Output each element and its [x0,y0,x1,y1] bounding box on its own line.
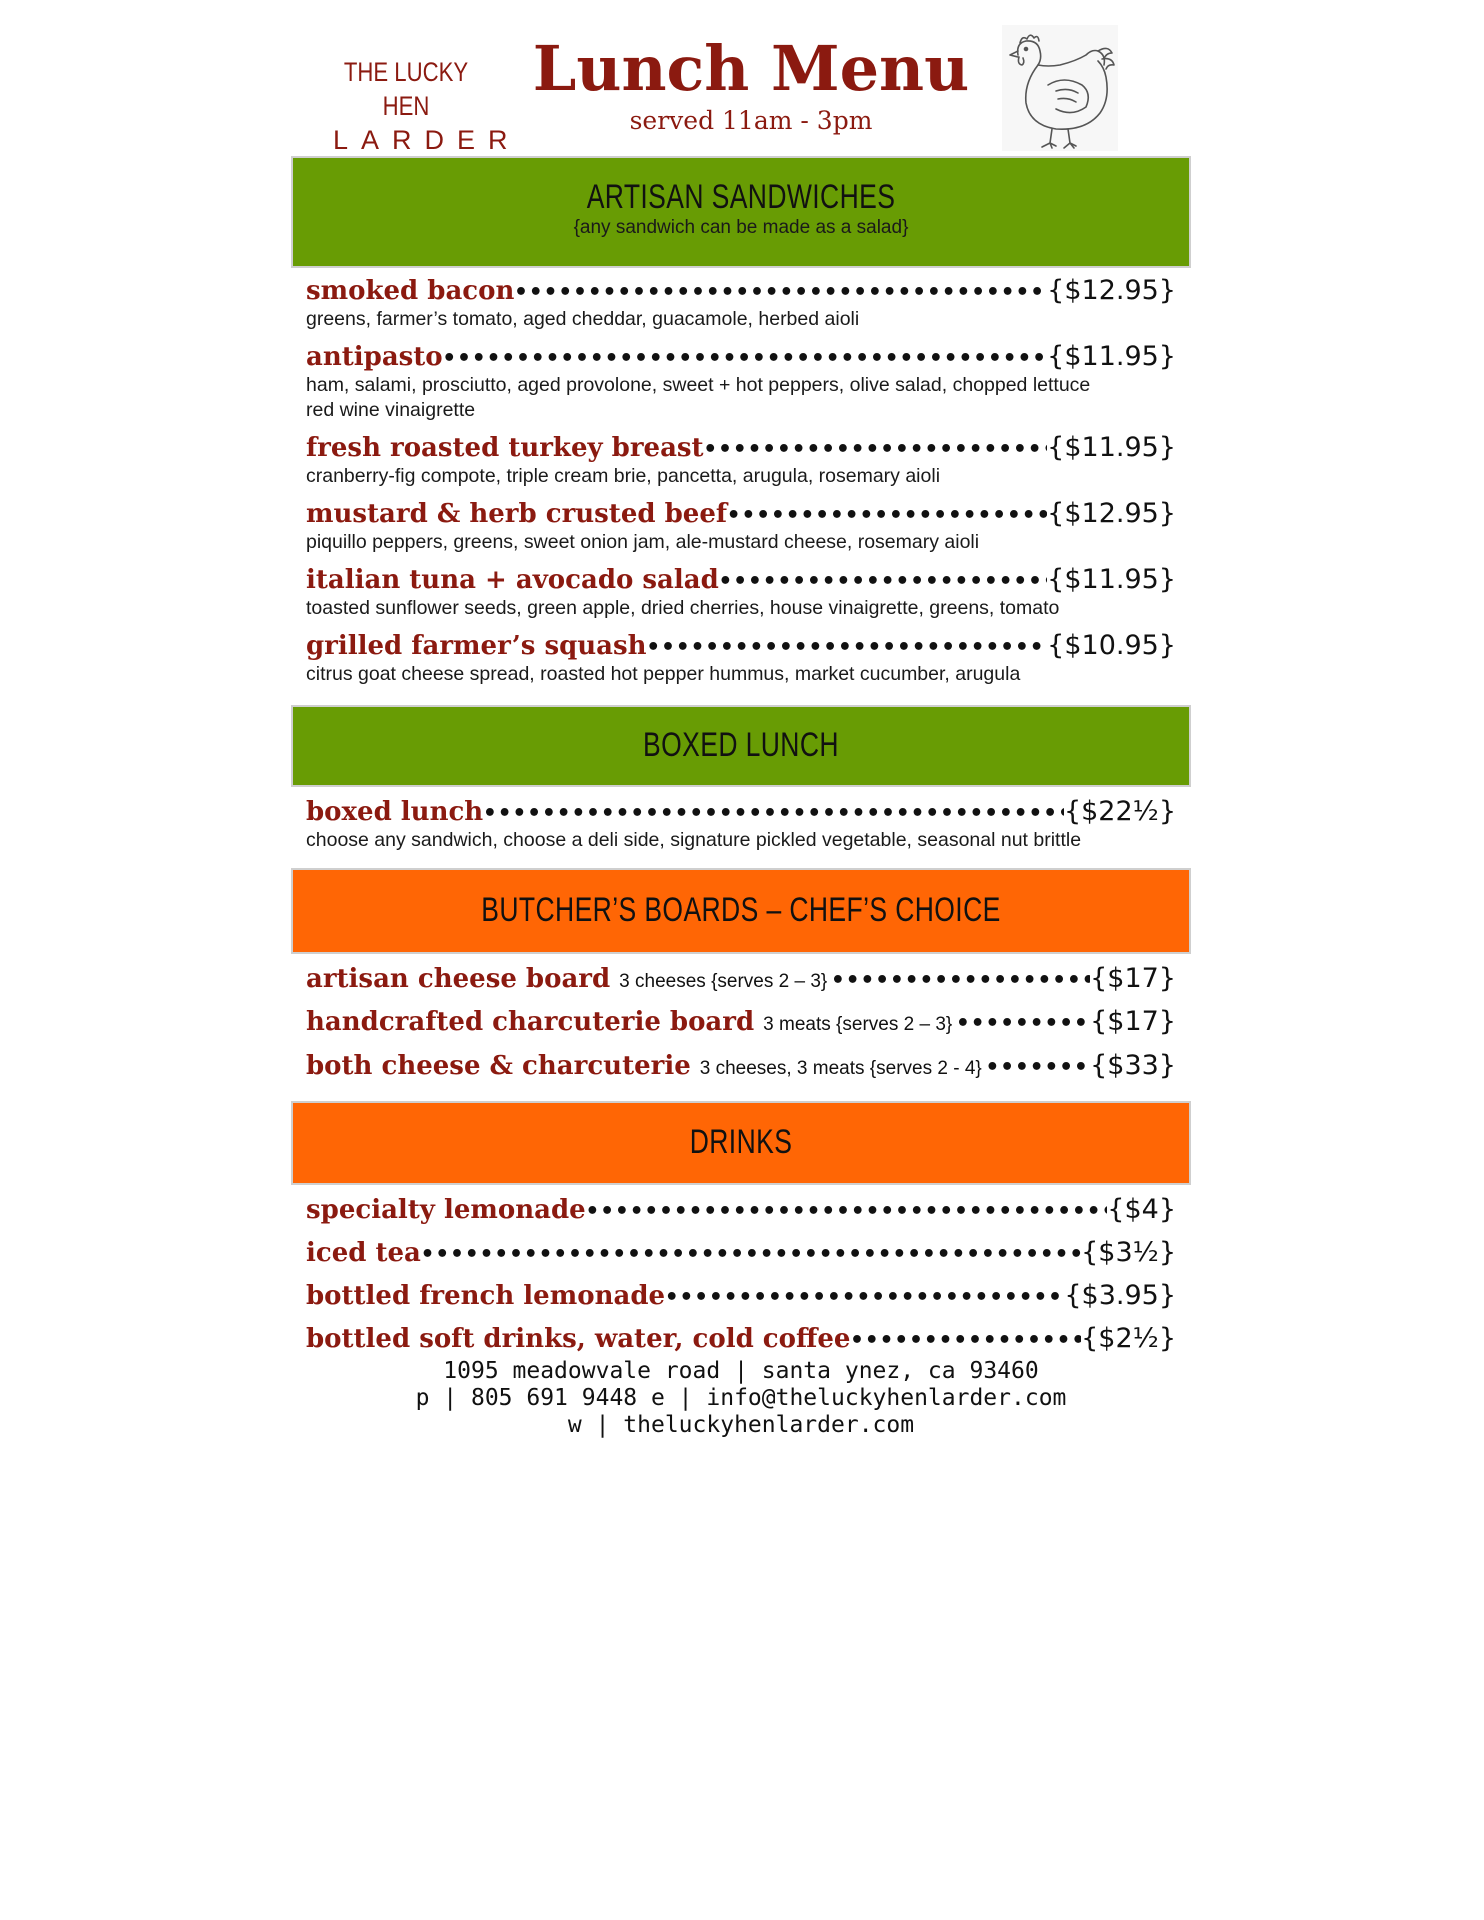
item-description: greens, farmer’s tomato, aged cheddar, guacamole, herbed aioli [306,308,860,330]
dot-leader [514,280,1047,305]
menu-item [306,564,1176,621]
page-title: Lunch Menu [532,32,970,105]
dot-leader [727,503,1047,528]
section-title: BUTCHER’S BOARDS – CHEF’S CHOICE [481,891,1001,929]
item-name: boxed lunch [306,797,484,827]
item-price: {$3½} [1081,1237,1176,1268]
menu-item [306,341,1176,423]
item-description: choose any sandwich, choose a deli side, signature pickled vegetable, seasonal nut brittle [306,829,1082,851]
dot-leader [719,569,1047,594]
item-name: italian tuna + avocado salad [306,565,719,595]
item-name: smoked bacon [306,276,515,306]
drinks-banner [291,1101,1191,1185]
item-price: {$10.95} [1047,630,1176,661]
dot-leader [665,1285,1064,1310]
dot-leader [647,635,1048,660]
menu-item [306,432,1176,489]
item-price: {$12.95} [1047,275,1176,306]
item-name: grilled farmer’s squash [306,631,647,661]
item-name: iced tea [306,1238,421,1268]
address-line: 1095 meadowvale road | santa ynez, ca 93460 [443,1358,1039,1384]
item-price: {$2½} [1081,1323,1176,1354]
menu-item [306,796,1176,853]
dot-leader [443,346,1048,371]
dot-leader [483,801,1064,826]
brand-logo [321,55,521,157]
item-description-cont: red wine vinaigrette [306,399,476,421]
item-description: piquillo peppers, greens, sweet onion jam, ale-mustard cheese, rosemary aioli [306,531,980,553]
menu-item [306,1050,1176,1081]
menu-item [306,963,1176,994]
butchers-boards-banner [291,868,1191,954]
item-description: ham, salami, prosciutto, aged provolone, sweet + hot peppers, olive salad, chopped lettuce [306,374,1091,396]
serving-hours: served 11am - 3pm [629,106,873,135]
item-name: both cheese & charcuterie [306,1051,691,1081]
item-description: toasted sunflower seeds, green apple, dried cherries, house vinaigrette, greens, tomato [306,597,1060,619]
item-name: handcrafted charcuterie board [306,1007,755,1037]
menu-item [306,1006,1176,1037]
dot-leader [850,1328,1081,1353]
item-name: mustard & herb crusted beef [306,499,728,529]
sandwiches-banner [291,156,1191,268]
item-price: {$12.95} [1047,498,1176,529]
item-detail: 3 meats {serves 2 – 3} [763,1014,953,1035]
section-title: DRINKS [689,1123,793,1161]
item-description: cranberry-fig compote, triple cream brie, pancetta, arugula, rosemary aioli [306,465,941,487]
menu-item [306,1323,1176,1354]
item-price: {$33} [1090,1050,1176,1081]
item-name: artisan cheese board [306,964,611,994]
menu-item [306,498,1176,555]
item-name: fresh roasted turkey breast [306,433,704,463]
section-subtitle: {any sandwich can be made as a salad} [573,217,909,238]
menu-item [306,630,1176,687]
hen-icon [1002,25,1118,151]
section-title: ARTISAN SANDWICHES [586,178,896,216]
dot-leader [704,437,1048,462]
item-price: {$22½} [1063,796,1176,827]
item-price: {$3.95} [1064,1280,1176,1311]
dot-leader [586,1199,1108,1224]
menu-item [306,1194,1176,1225]
item-price: {$17} [1090,963,1176,994]
menu-item [306,1237,1176,1268]
website-line: w | theluckyhenlarder.com [567,1412,915,1438]
brand-subname: LARDER [333,125,521,155]
menu-item [306,1280,1176,1311]
section-title: BOXED LUNCH [643,726,839,764]
item-name: antipasto [306,342,443,372]
dot-leader [956,1011,1090,1036]
item-detail: 3 cheeses {serves 2 – 3} [619,971,828,992]
brand-name: THE LUCKY HEN [343,57,469,121]
menu-item [306,275,1176,332]
item-price: {$4} [1107,1194,1176,1225]
item-price: {$11.95} [1047,564,1176,595]
item-price: {$11.95} [1047,341,1176,372]
item-price: {$17} [1090,1006,1176,1037]
dot-leader [421,1242,1081,1267]
item-price: {$11.95} [1047,432,1176,463]
item-name: bottled soft drinks, water, cold coffee [306,1324,851,1354]
boxed-lunch-banner [291,705,1191,787]
dot-leader [831,968,1090,993]
item-detail: 3 cheeses, 3 meats {serves 2 - 4} [699,1058,982,1079]
contact-line: p | 805 691 9448 e | info@theluckyhenlarder.com [415,1385,1067,1411]
dot-leader [986,1055,1090,1080]
item-name: bottled french lemonade [306,1281,666,1311]
item-name: specialty lemonade [306,1195,586,1225]
item-description: citrus goat cheese spread, roasted hot pepper hummus, market cucumber, arugula [306,663,1021,685]
contact-footer [291,1358,1191,1439]
